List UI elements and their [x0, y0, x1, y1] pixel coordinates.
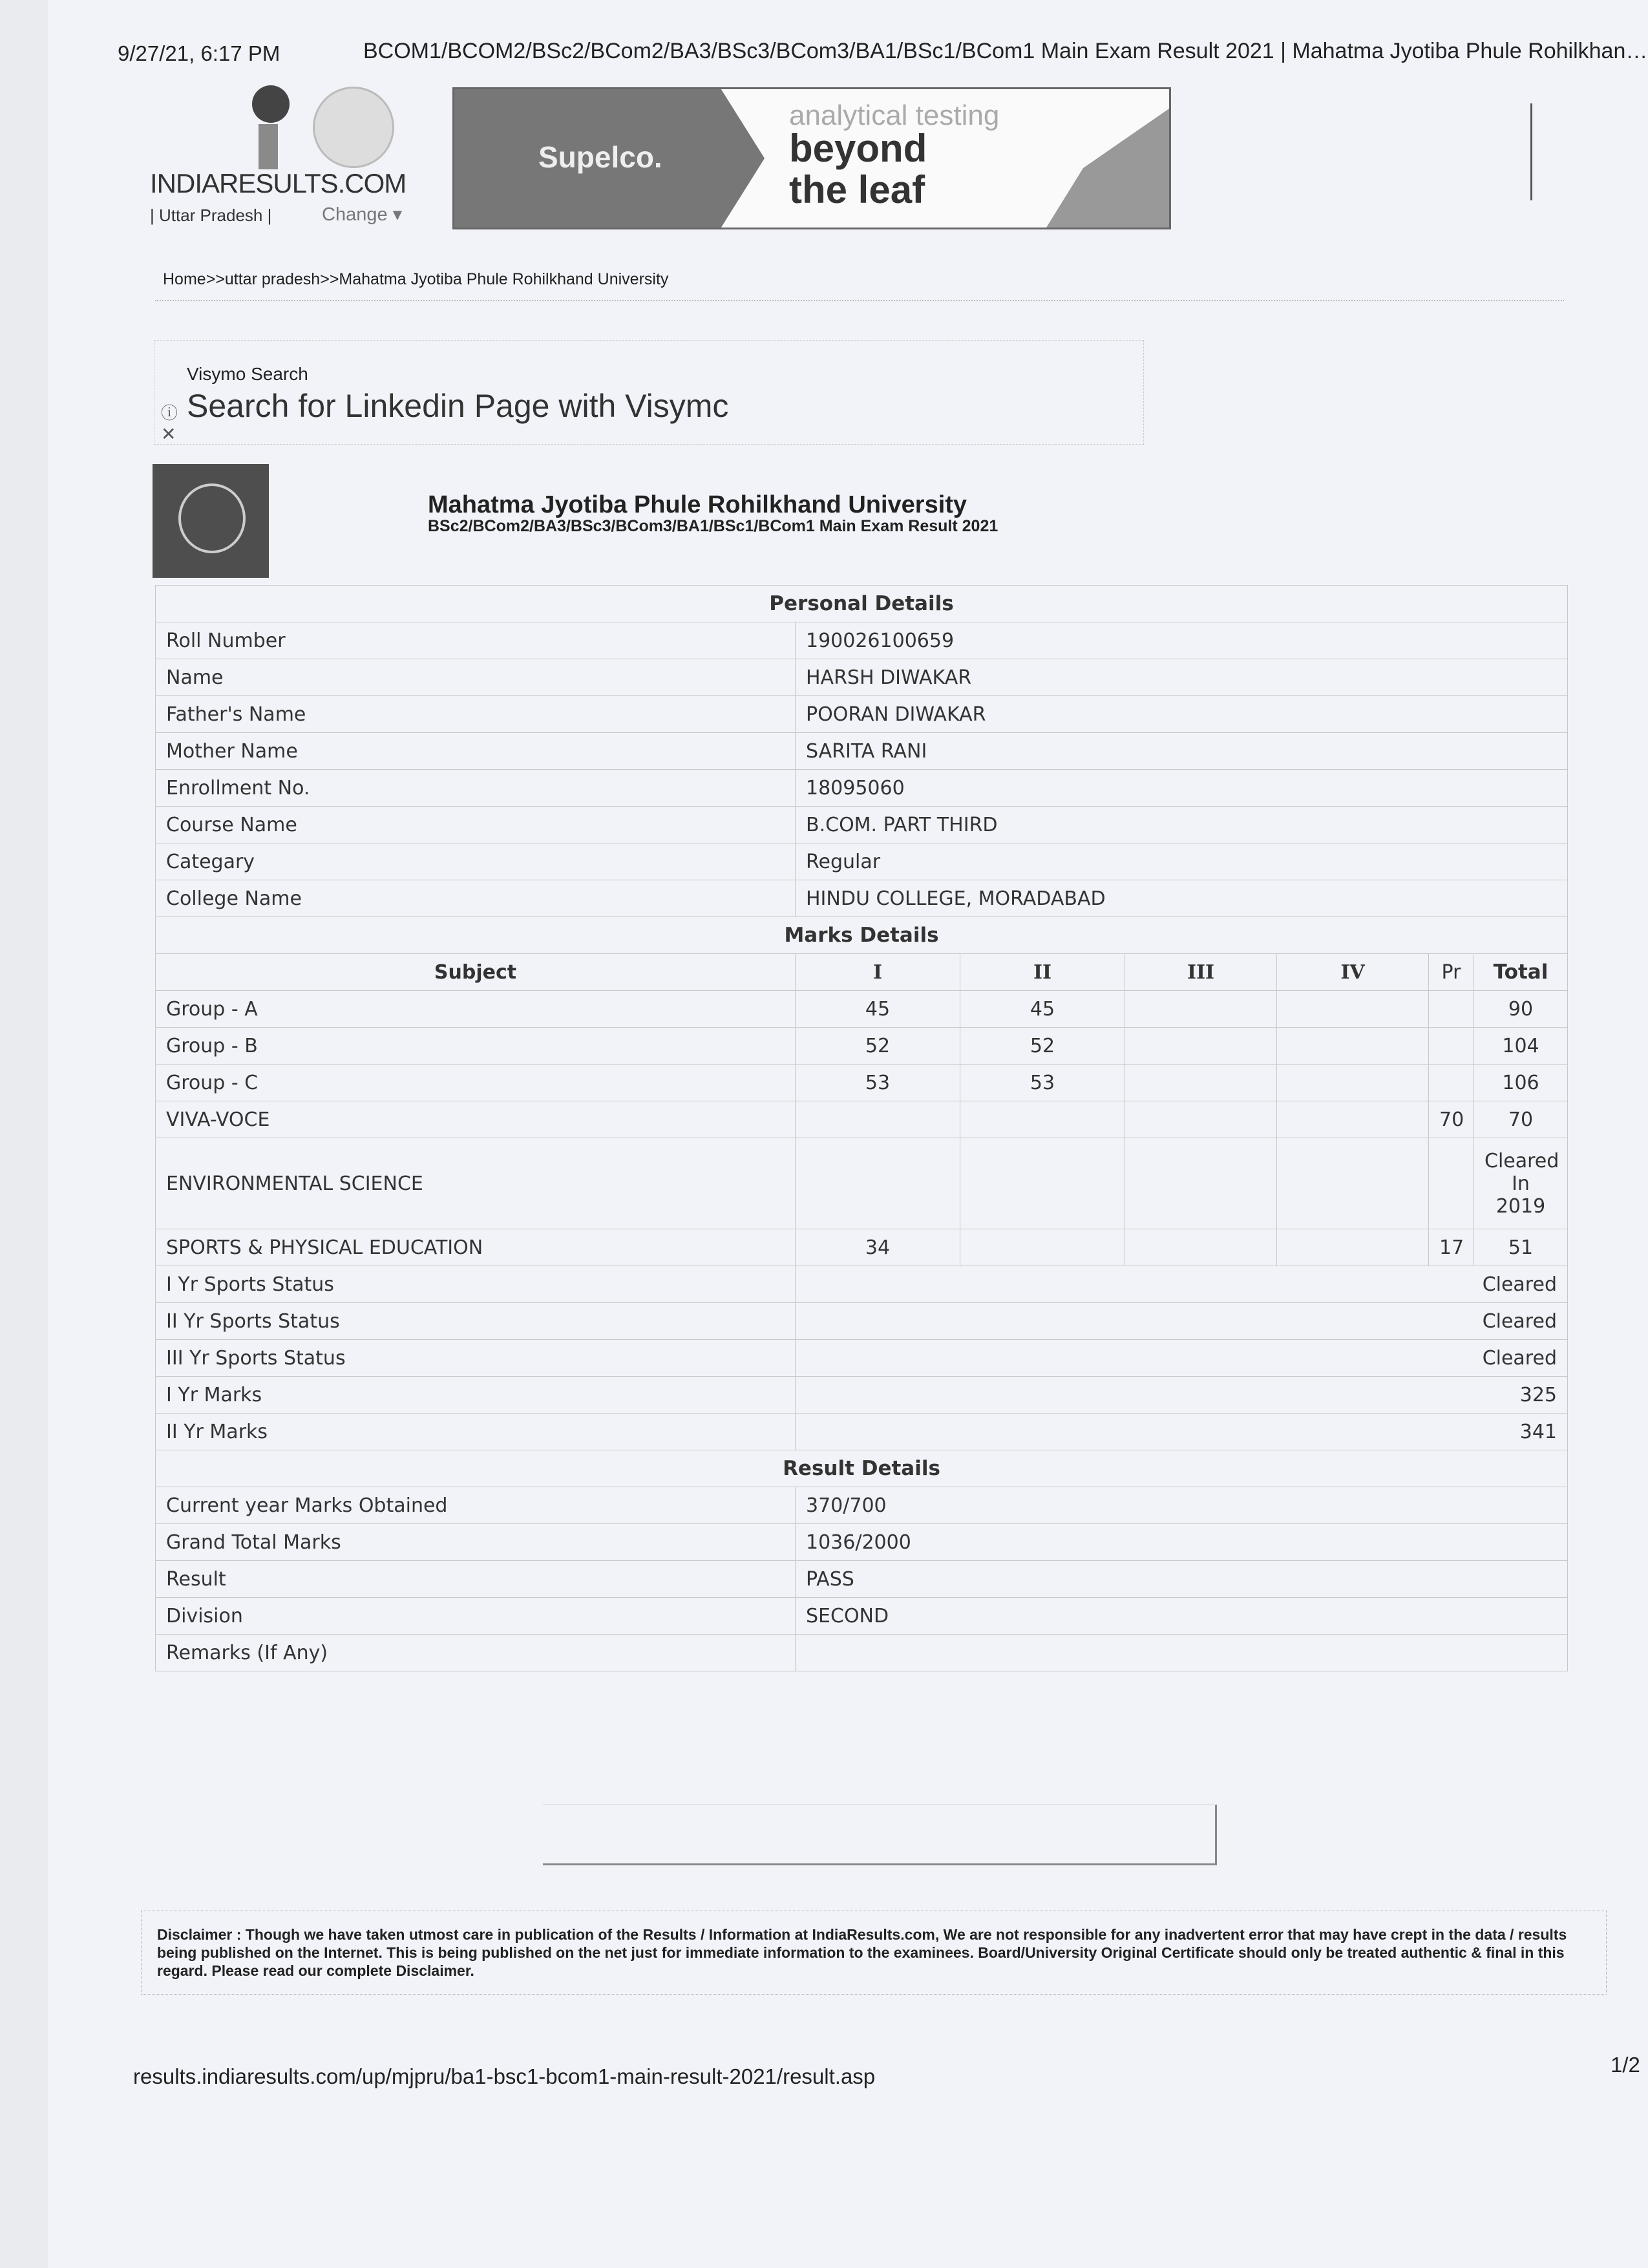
section-title: Result Details	[156, 1450, 1568, 1487]
table-row	[156, 1598, 1568, 1635]
row-label: College Name	[156, 880, 796, 917]
disclaimer-box	[141, 1911, 1607, 1995]
row-value: Cleared	[796, 1266, 1568, 1303]
section-row	[156, 586, 1568, 622]
column-header: Pr	[1429, 954, 1474, 991]
row-value: POORAN DIWAKAR	[796, 696, 1568, 733]
banner-tagline-small: analytical testing	[789, 100, 1000, 131]
university-name: Mahatma Jyotiba Phule Rohilkhand University	[428, 491, 967, 518]
breadcrumb-state[interactable]: uttar pradesh	[224, 270, 321, 288]
table-row	[156, 1101, 1568, 1138]
mark-cell: 52	[796, 1028, 960, 1065]
row-label: Mother Name	[156, 733, 796, 770]
table-row	[156, 1138, 1568, 1229]
mark-cell: 45	[796, 991, 960, 1028]
row-value: 341	[796, 1414, 1568, 1450]
mark-cell	[796, 1101, 960, 1138]
disclaimer-lead: Disclaimer :	[157, 1926, 246, 1943]
table-row	[156, 880, 1568, 917]
table-row	[156, 696, 1568, 733]
section-title: Marks Details	[156, 917, 1568, 954]
row-value: Regular	[796, 843, 1568, 880]
mark-cell: 70	[1474, 1101, 1568, 1138]
mark-cell	[1125, 1028, 1277, 1065]
mark-cell	[1125, 1101, 1277, 1138]
banner-tagline-line2: the leaf	[789, 168, 925, 211]
mark-cell	[960, 1101, 1125, 1138]
mark-cell	[1125, 1065, 1277, 1101]
column-header: IV	[1277, 954, 1429, 991]
mark-cell	[1429, 991, 1474, 1028]
section-row	[156, 1450, 1568, 1487]
row-value: Cleared	[796, 1340, 1568, 1377]
table-row	[156, 1340, 1568, 1377]
breadcrumb-home[interactable]: Home	[163, 270, 206, 288]
row-value: HARSH DIWAKAR	[796, 659, 1568, 696]
table-row	[156, 659, 1568, 696]
subject-cell: ENVIRONMENTAL SCIENCE	[156, 1138, 796, 1229]
row-label: Enrollment No.	[156, 770, 796, 807]
banner-brand: Supelco.	[538, 140, 662, 174]
row-value: B.COM. PART THIRD	[796, 807, 1568, 843]
info-icon[interactable]: ⓘ	[161, 403, 178, 423]
row-label: Remarks (If Any)	[156, 1635, 796, 1671]
logo-text: INDIARESULTS.COM	[150, 168, 407, 198]
table-row	[156, 733, 1568, 770]
disclaimer-link[interactable]: Disclaimer.	[396, 1962, 474, 1979]
site-logo[interactable]	[150, 85, 407, 228]
row-value: SECOND	[796, 1598, 1568, 1635]
mark-cell	[1277, 1065, 1429, 1101]
university-seal	[153, 464, 269, 578]
mark-cell: 106	[1474, 1065, 1568, 1101]
divider	[1530, 103, 1532, 200]
breadcrumb	[163, 270, 668, 289]
row-value: 370/700	[796, 1487, 1568, 1524]
mark-cell	[1125, 991, 1277, 1028]
ad-label: Visymo Search	[187, 364, 308, 384]
mark-cell	[1125, 1229, 1277, 1266]
row-label: Current year Marks Obtained	[156, 1487, 796, 1524]
table-row	[156, 1303, 1568, 1340]
mark-cell: 45	[960, 991, 1125, 1028]
breadcrumb-sep: >>	[320, 270, 339, 288]
row-label: Course Name	[156, 807, 796, 843]
banner-tagline-line1: beyond	[789, 127, 927, 170]
table-row	[156, 843, 1568, 880]
ad-headline[interactable]: Search for Linkedin Page with Visymc	[187, 388, 729, 424]
mark-cell	[1429, 1138, 1474, 1229]
mark-cell	[1125, 1138, 1277, 1229]
row-value	[796, 1635, 1568, 1671]
row-label: Roll Number	[156, 622, 796, 659]
column-header: Subject	[156, 954, 796, 991]
state-map-icon	[313, 87, 394, 168]
mark-cell: Cleared In 2019	[1474, 1138, 1568, 1229]
mark-cell: 70	[1429, 1101, 1474, 1138]
table-row	[156, 1487, 1568, 1524]
exam-title: BSc2/BCom2/BA3/BSc3/BCom3/BA1/BSc1/BCom1 Main Exam Result 2021	[428, 517, 998, 535]
page-number: 1/2	[1611, 2053, 1640, 2077]
row-value: PASS	[796, 1561, 1568, 1598]
row-value: Cleared	[796, 1303, 1568, 1340]
column-header: Total	[1474, 954, 1568, 991]
subject-cell: VIVA-VOCE	[156, 1101, 796, 1138]
row-label: Result	[156, 1561, 796, 1598]
row-value: HINDU COLLEGE, MORADABAD	[796, 880, 1568, 917]
row-label: Father's Name	[156, 696, 796, 733]
breadcrumb-university[interactable]: Mahatma Jyotiba Phule Rohilkhand University	[339, 270, 669, 288]
row-value: 190026100659	[796, 622, 1568, 659]
subject-cell: Group - B	[156, 1028, 796, 1065]
marks-header-row	[156, 954, 1568, 991]
mark-cell	[796, 1138, 960, 1229]
mark-cell	[1277, 1101, 1429, 1138]
change-state-link[interactable]: Change ▾	[322, 204, 403, 225]
mark-cell: 53	[960, 1065, 1125, 1101]
section-row	[156, 917, 1568, 954]
row-value: SARITA RANI	[796, 733, 1568, 770]
table-row	[156, 1524, 1568, 1561]
mark-cell: 52	[960, 1028, 1125, 1065]
mark-cell	[1277, 1229, 1429, 1266]
table-row	[156, 1229, 1568, 1266]
row-label: Name	[156, 659, 796, 696]
print-datetime: 9/27/21, 6:17 PM	[118, 41, 280, 65]
column-header: II	[960, 954, 1125, 991]
mark-cell	[1429, 1028, 1474, 1065]
subject-cell: SPORTS & PHYSICAL EDUCATION	[156, 1229, 796, 1266]
column-header: III	[1125, 954, 1277, 991]
subject-cell: Group - A	[156, 991, 796, 1028]
mark-cell: 17	[1429, 1229, 1474, 1266]
table-row	[156, 1635, 1568, 1671]
mark-cell	[960, 1138, 1125, 1229]
table-row	[156, 1377, 1568, 1414]
row-label: Grand Total Marks	[156, 1524, 796, 1561]
table-row	[156, 1561, 1568, 1598]
mark-cell	[1277, 1028, 1429, 1065]
print-page-title: BCOM1/BCOM2/BSc2/BCom2/BA3/BSc3/BCom3/BA1/BSc1/BCom1 Main Exam Result 2021 | Mahatma Jyotiba Phule Rohilkhan…	[363, 39, 1648, 63]
table-row	[156, 1028, 1568, 1065]
mark-cell: 34	[796, 1229, 960, 1266]
table-row	[156, 1414, 1568, 1450]
mark-cell	[1277, 1138, 1429, 1229]
mark-cell: 53	[796, 1065, 960, 1101]
row-value: 1036/2000	[796, 1524, 1568, 1561]
row-label: I Yr Marks	[156, 1377, 796, 1414]
logo-i-icon	[247, 85, 295, 137]
section-title: Personal Details	[156, 586, 1568, 622]
result-table	[155, 585, 1568, 1671]
table-row	[156, 807, 1568, 843]
row-label: Categary	[156, 843, 796, 880]
column-header: I	[796, 954, 960, 991]
table-row	[156, 770, 1568, 807]
search-ad[interactable]	[154, 340, 1144, 445]
close-icon[interactable]: ✕	[161, 424, 176, 444]
state-label: | Uttar Pradesh |	[150, 206, 272, 225]
table-row	[156, 1065, 1568, 1101]
mark-cell	[1429, 1065, 1474, 1101]
leaf-icon	[1046, 109, 1169, 228]
subject-cell: Group - C	[156, 1065, 796, 1101]
row-label: II Yr Sports Status	[156, 1303, 796, 1340]
mark-cell: 104	[1474, 1028, 1568, 1065]
row-label: I Yr Sports Status	[156, 1266, 796, 1303]
row-label: II Yr Marks	[156, 1414, 796, 1450]
row-value: 325	[796, 1377, 1568, 1414]
breadcrumb-sep: >>	[206, 270, 225, 288]
mark-cell	[1277, 991, 1429, 1028]
table-row	[156, 1266, 1568, 1303]
ad-banner[interactable]	[452, 87, 1171, 229]
banner-tagline-big	[789, 128, 927, 211]
mark-cell: 90	[1474, 991, 1568, 1028]
mark-cell	[960, 1229, 1125, 1266]
table-row	[156, 622, 1568, 659]
mark-cell: 51	[1474, 1229, 1568, 1266]
row-value: 18095060	[796, 770, 1568, 807]
divider	[155, 300, 1564, 302]
disclaimer-text: Though we have taken utmost care in publication of the Results / Information at IndiaResults.com, We are not responsible for any inadvertent error that may have crept in the data / results being published on the Internet. This is being published on the net just for immediate information to the examinees. Board/University Original Certificate should only be treated authentic & final in this regard. Please read our complete	[157, 1926, 1567, 1979]
table-row	[156, 991, 1568, 1028]
print-url: results.indiaresults.com/up/mjpru/ba1-bsc1-bcom1-main-result-2021/result.asp	[133, 2064, 876, 2088]
empty-box	[543, 1805, 1217, 1865]
row-label: Division	[156, 1598, 796, 1635]
row-label: III Yr Sports Status	[156, 1340, 796, 1377]
